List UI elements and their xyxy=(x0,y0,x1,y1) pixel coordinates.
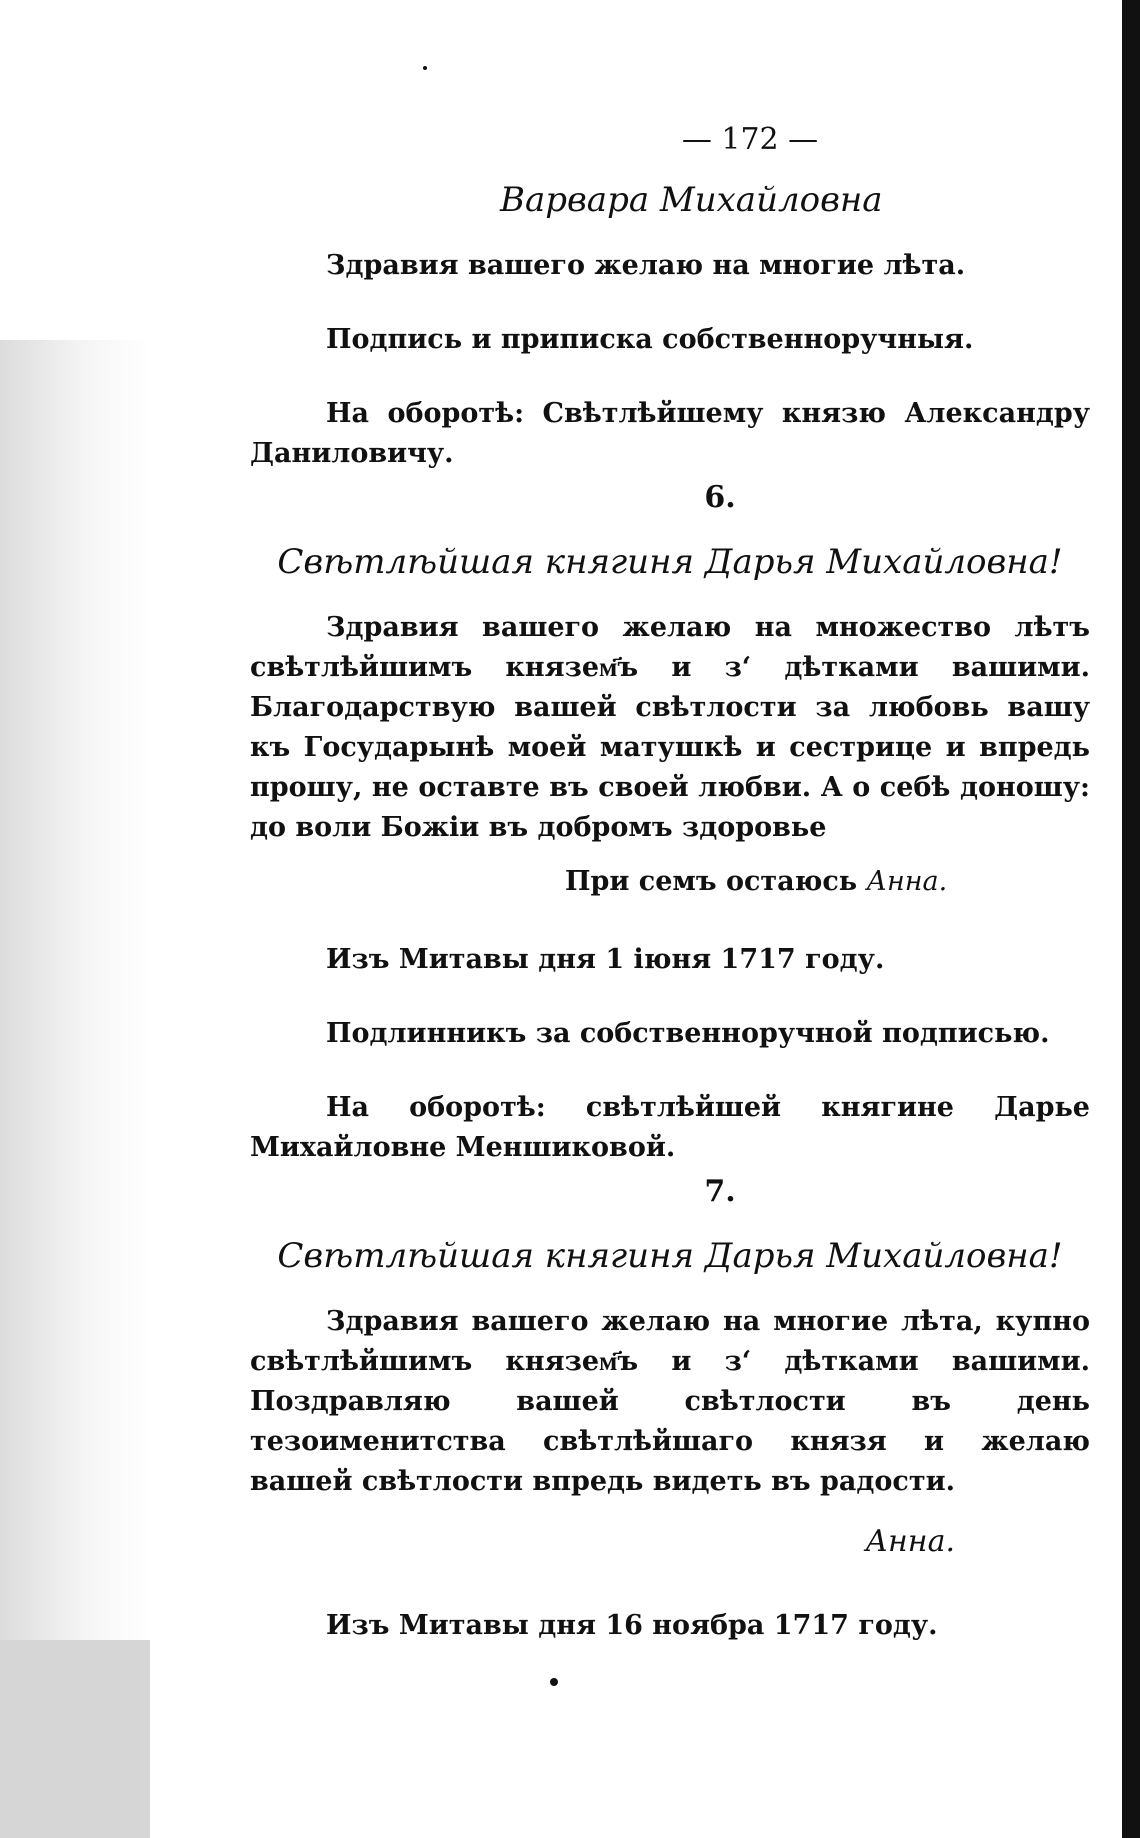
note-paragraph: Подлинникъ за собственноручной подписью. xyxy=(326,1018,1050,1049)
page-number: — 172 — xyxy=(681,122,819,157)
section-heading: Варвара Михайловна xyxy=(500,180,883,220)
letter-date: Изъ Митавы дня 1 іюня 1717 году. xyxy=(326,944,885,975)
signature-name: Анна. xyxy=(865,1524,955,1559)
letter-body: Здравия вашего желаю на многие лѣта, купно свѣтлѣйшимъ князем҃ъ и з‘ дѣтками вашими. Поздравляю вашей свѣтлости въ день тезоименитства свѣтлѣйшаго князя и желаю вашей свѣтлости впредь видеть въ радости. xyxy=(250,1306,1090,1497)
scan-shadow-bottom xyxy=(0,1640,150,1838)
letter-salutation: Свѣтлѣйшая княгиня Дарья Михайловна! xyxy=(277,542,1063,582)
letter-number: 6. xyxy=(704,480,736,515)
page-edge-rule xyxy=(1122,0,1140,1838)
signature-name: Анна. xyxy=(866,866,948,897)
letter-number: 7. xyxy=(704,1174,736,1209)
document-page xyxy=(250,120,1090,1680)
note-paragraph: Подпись и приписка собственноручныя. xyxy=(326,324,974,355)
speck xyxy=(423,66,427,70)
letter-body: Здравия вашего желаю на множество лѣтъ свѣтлѣйшимъ князем҃ъ и з‘ дѣтками вашими. Благодарствую вашей свѣтлости за любовь вашу къ Государынѣ моей матушкѣ и сестрице и впредь прошу, не оставте въ своей любви. А о себѣ доношу: до воли Божіи въ добромъ здоровье xyxy=(250,612,1090,843)
scan-shadow xyxy=(0,340,150,1838)
signoff-text: При семъ остаюсь xyxy=(565,866,867,897)
address-paragraph: На оборотѣ: свѣтлѣйшей княгине Дарье Михайловне Меншиковой. xyxy=(250,1092,1090,1163)
letter-signoff xyxy=(250,862,1090,902)
address-paragraph: На оборотѣ: Свѣтлѣйшему князю Александру Даниловичу. xyxy=(250,398,1090,469)
greeting-paragraph: Здравия вашего желаю на многие лѣта. xyxy=(326,250,966,281)
letter-date: Изъ Митавы дня 16 ноябра 1717 году. xyxy=(326,1610,938,1641)
letter-salutation: Свѣтлѣйшая княгиня Дарья Михайловна! xyxy=(277,1236,1063,1276)
